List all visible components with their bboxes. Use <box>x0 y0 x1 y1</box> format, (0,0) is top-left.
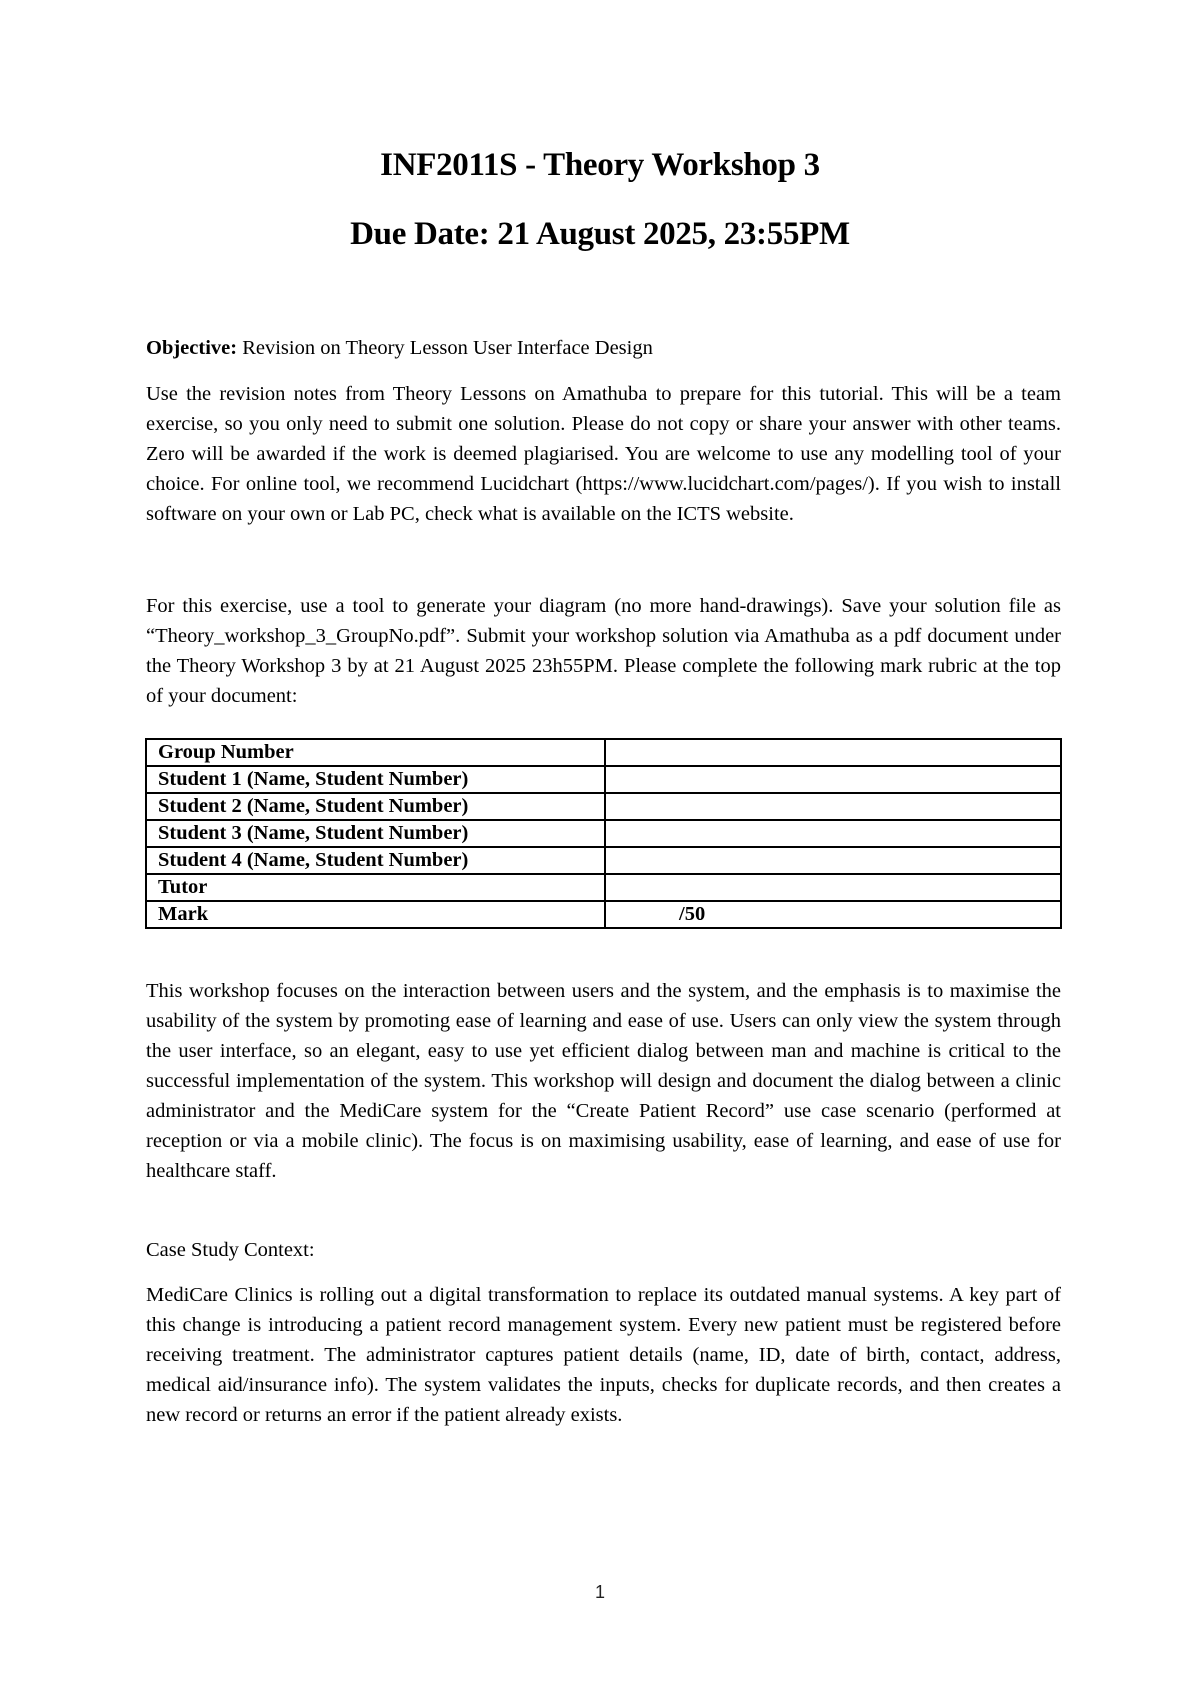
rubric-label-student-3: Student 3 (Name, Student Number) <box>146 820 605 847</box>
rubric-label-mark: Mark <box>146 901 605 928</box>
table-row <box>146 739 1061 766</box>
rubric-value-group-number <box>605 739 1061 766</box>
page-number: 1 <box>594 1582 605 1602</box>
submission-paragraph: For this exercise, use a tool to generate your diagram (no more hand-drawings). Save your solution file as “Theory_workshop_3_GroupNo.pdf”. Submit your workshop solution via Amathuba as a pdf document under the Theory Workshop 3 by at 21 August 2025 23h55PM. Please complete the following mark rubric at the top of your document: <box>146 595 1061 707</box>
case-study-heading: Case Study Context: <box>146 1239 315 1261</box>
rubric-label-student-2: Student 2 (Name, Student Number) <box>146 793 605 820</box>
case-study-paragraph: MediCare Clinics is rolling out a digital transformation to replace its outdated manual systems. A key part of this change is introducing a patient record management system. Every new patient must be registered before receiving treatment. The administrator captures patient details (name, ID, date of birth, contact, address, medical aid/insurance info). The system validates the inputs, checks for duplicate records, and then creates a new record or returns an error if the patient already exists. <box>146 1284 1061 1426</box>
rubric-value-mark: /50 <box>605 901 1061 928</box>
objective-line <box>146 333 1061 363</box>
rubric-value-student-2 <box>605 793 1061 820</box>
due-date-heading: Due Date: 21 August 2025, 23:55PM <box>350 216 850 252</box>
focus-paragraph: This workshop focuses on the interaction between users and the system, and the emphasis is to maximise the usability of the system by promoting ease of learning and ease of use. Users can only view the system through the user interface, so an elegant, easy to use yet efficient dialog between man and machine is critical to the successful implementation of the system. This workshop will design and document the dialog between a clinic administrator and the MediCare system for the “Create Patient Record” use case scenario (performed at reception or via a mobile clinic). The focus is on maximising usability, ease of learning, and ease of use for healthcare staff. <box>146 980 1061 1182</box>
table-row <box>146 874 1061 901</box>
rubric-value-student-3 <box>605 820 1061 847</box>
rubric-label-student-4: Student 4 (Name, Student Number) <box>146 847 605 874</box>
objective-text: Revision on Theory Lesson User Interface Design <box>237 337 653 359</box>
rubric-value-student-4 <box>605 847 1061 874</box>
rubric-label-tutor: Tutor <box>146 874 605 901</box>
intro-paragraph: Use the revision notes from Theory Lessons on Amathuba to prepare for this tutorial. This will be a team exercise, so you only need to submit one solution. Please do not copy or share your answer with other teams. Zero will be awarded if the work is deemed plagiarised. You are welcome to use any modelling tool of your choice. For online tool, we recommend Lucidchart (https://www.lucidchart.com/pages/). If you wish to install software on your own or Lab PC, check what is available on the ICTS website. <box>146 383 1061 525</box>
mark-rubric-table <box>145 738 1062 929</box>
rubric-label-group-number: Group Number <box>146 739 605 766</box>
table-row <box>146 847 1061 874</box>
rubric-label-student-1: Student 1 (Name, Student Number) <box>146 766 605 793</box>
table-row <box>146 766 1061 793</box>
objective-label: Objective: <box>146 337 238 359</box>
rubric-value-tutor <box>605 874 1061 901</box>
table-row <box>146 901 1061 928</box>
rubric-value-student-1 <box>605 766 1061 793</box>
table-row <box>146 820 1061 847</box>
table-row <box>146 793 1061 820</box>
document-title: INF2011S - Theory Workshop 3 <box>380 147 820 183</box>
